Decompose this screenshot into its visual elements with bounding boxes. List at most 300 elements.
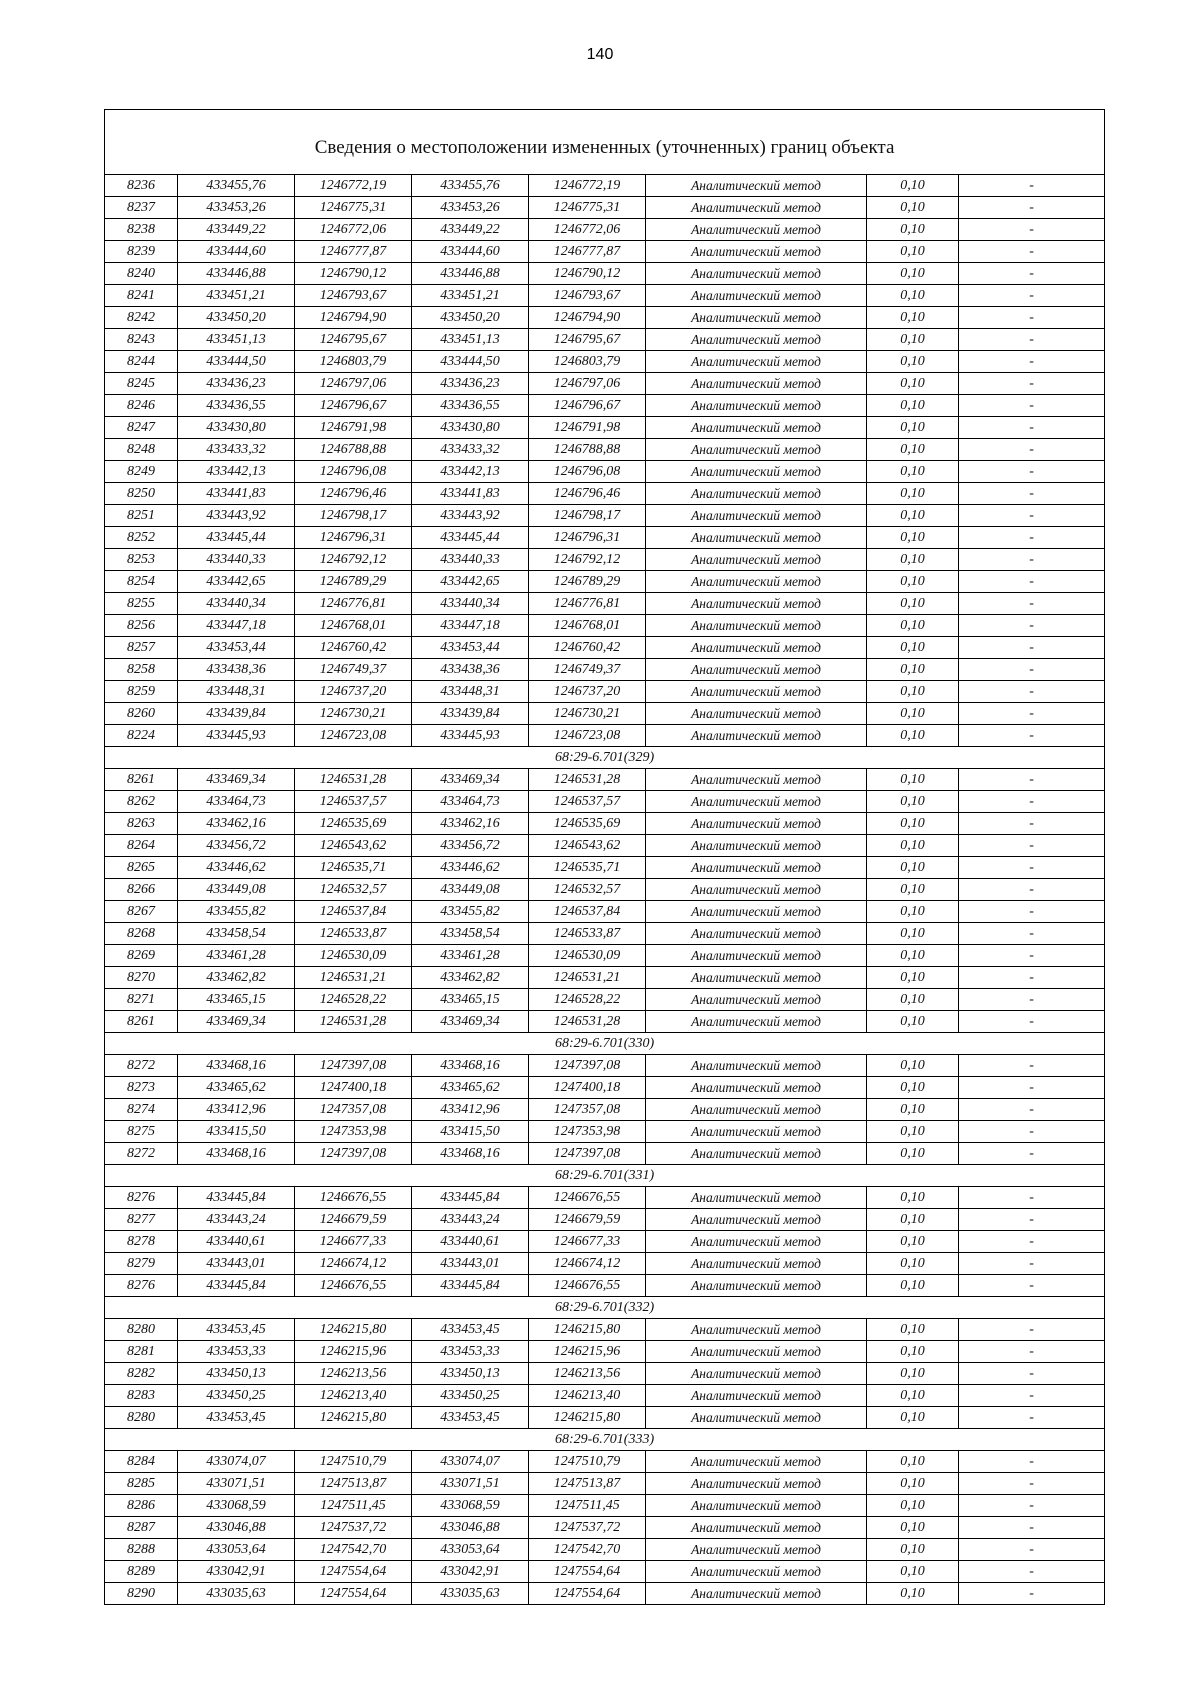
y-new-cell: 1246777,87 [529, 241, 646, 263]
x-new-cell: 433438,36 [412, 659, 529, 681]
precision-cell: 0,10 [867, 1231, 959, 1253]
precision-cell: 0,10 [867, 725, 959, 747]
table-row [105, 1341, 1105, 1363]
y-new-cell: 1246532,57 [529, 879, 646, 901]
precision-cell: 0,10 [867, 241, 959, 263]
table-row [105, 219, 1105, 241]
table-row [105, 923, 1105, 945]
x-existing-cell: 433446,62 [178, 857, 295, 879]
method-cell: Аналитический метод [646, 835, 867, 857]
table-row [105, 1121, 1105, 1143]
point-number-cell: 8251 [105, 505, 178, 527]
precision-cell: 0,10 [867, 945, 959, 967]
y-new-cell: 1246793,67 [529, 285, 646, 307]
x-new-cell: 433450,13 [412, 1363, 529, 1385]
method-cell: Аналитический метод [646, 527, 867, 549]
x-existing-cell: 433436,23 [178, 373, 295, 395]
x-new-cell: 433445,44 [412, 527, 529, 549]
point-number-cell: 8268 [105, 923, 178, 945]
x-new-cell: 433465,15 [412, 989, 529, 1011]
description-cell: - [959, 1539, 1105, 1561]
table-row [105, 593, 1105, 615]
precision-cell: 0,10 [867, 461, 959, 483]
x-new-cell: 433433,32 [412, 439, 529, 461]
x-new-cell: 433462,16 [412, 813, 529, 835]
x-new-cell: 433453,33 [412, 1341, 529, 1363]
point-number-cell: 8265 [105, 857, 178, 879]
method-cell: Аналитический метод [646, 1055, 867, 1077]
table-row [105, 571, 1105, 593]
group-header: 68:29-6.701(330) [105, 1033, 1105, 1055]
y-existing-cell: 1246797,06 [295, 373, 412, 395]
y-new-cell: 1246215,80 [529, 1319, 646, 1341]
y-new-cell: 1246213,40 [529, 1385, 646, 1407]
x-new-cell: 433458,54 [412, 923, 529, 945]
precision-cell: 0,10 [867, 527, 959, 549]
description-cell: - [959, 1187, 1105, 1209]
y-new-cell: 1246772,19 [529, 175, 646, 197]
point-number-cell: 8280 [105, 1319, 178, 1341]
method-cell: Аналитический метод [646, 439, 867, 461]
point-number-cell: 8266 [105, 879, 178, 901]
description-cell: - [959, 571, 1105, 593]
point-number-cell: 8249 [105, 461, 178, 483]
table-row [105, 791, 1105, 813]
y-new-cell: 1246803,79 [529, 351, 646, 373]
x-new-cell: 433450,20 [412, 307, 529, 329]
y-new-cell: 1246537,84 [529, 901, 646, 923]
description-cell: - [959, 285, 1105, 307]
y-new-cell: 1247554,64 [529, 1583, 646, 1605]
point-number-cell: 8272 [105, 1055, 178, 1077]
point-number-cell: 8276 [105, 1275, 178, 1297]
y-new-cell: 1246776,81 [529, 593, 646, 615]
y-new-cell: 1247542,70 [529, 1539, 646, 1561]
y-new-cell: 1247510,79 [529, 1451, 646, 1473]
y-new-cell: 1246531,28 [529, 1011, 646, 1033]
point-number-cell: 8286 [105, 1495, 178, 1517]
method-cell: Аналитический метод [646, 461, 867, 483]
table-row [105, 681, 1105, 703]
x-new-cell: 433469,34 [412, 769, 529, 791]
group-header-row [105, 1033, 1105, 1055]
precision-cell: 0,10 [867, 307, 959, 329]
point-number-cell: 8290 [105, 1583, 178, 1605]
description-cell: - [959, 1253, 1105, 1275]
y-new-cell: 1246537,57 [529, 791, 646, 813]
method-cell: Аналитический метод [646, 593, 867, 615]
method-cell: Аналитический метод [646, 901, 867, 923]
description-cell: - [959, 945, 1105, 967]
y-new-cell: 1246760,42 [529, 637, 646, 659]
y-new-cell: 1246792,12 [529, 549, 646, 571]
x-existing-cell: 433450,20 [178, 307, 295, 329]
point-number-cell: 8276 [105, 1187, 178, 1209]
y-new-cell: 1246531,28 [529, 769, 646, 791]
x-new-cell: 433455,82 [412, 901, 529, 923]
point-number-cell: 8242 [105, 307, 178, 329]
description-cell: - [959, 879, 1105, 901]
point-number-cell: 8241 [105, 285, 178, 307]
precision-cell: 0,10 [867, 571, 959, 593]
precision-cell: 0,10 [867, 549, 959, 571]
point-number-cell: 8247 [105, 417, 178, 439]
y-new-cell: 1247353,98 [529, 1121, 646, 1143]
y-existing-cell: 1246768,01 [295, 615, 412, 637]
y-existing-cell: 1246677,33 [295, 1231, 412, 1253]
table-row [105, 615, 1105, 637]
precision-cell: 0,10 [867, 417, 959, 439]
precision-cell: 0,10 [867, 791, 959, 813]
table-row [105, 395, 1105, 417]
y-new-cell: 1246788,88 [529, 439, 646, 461]
description-cell: - [959, 1407, 1105, 1429]
method-cell: Аналитический метод [646, 549, 867, 571]
point-number-cell: 8283 [105, 1385, 178, 1407]
table-row [105, 879, 1105, 901]
description-cell: - [959, 989, 1105, 1011]
description-cell: - [959, 1517, 1105, 1539]
y-existing-cell: 1246788,88 [295, 439, 412, 461]
group-header-row [105, 1429, 1105, 1451]
method-cell: Аналитический метод [646, 1583, 867, 1605]
x-existing-cell: 433436,55 [178, 395, 295, 417]
table-row [105, 1319, 1105, 1341]
y-existing-cell: 1247400,18 [295, 1077, 412, 1099]
method-cell: Аналитический метод [646, 329, 867, 351]
x-existing-cell: 433042,91 [178, 1561, 295, 1583]
y-existing-cell: 1247554,64 [295, 1561, 412, 1583]
method-cell: Аналитический метод [646, 681, 867, 703]
x-existing-cell: 433455,76 [178, 175, 295, 197]
precision-cell: 0,10 [867, 373, 959, 395]
point-number-cell: 8236 [105, 175, 178, 197]
x-existing-cell: 433068,59 [178, 1495, 295, 1517]
method-cell: Аналитический метод [646, 505, 867, 527]
description-cell: - [959, 307, 1105, 329]
x-existing-cell: 433071,51 [178, 1473, 295, 1495]
table-row [105, 659, 1105, 681]
y-existing-cell: 1246776,81 [295, 593, 412, 615]
point-number-cell: 8282 [105, 1363, 178, 1385]
x-new-cell: 433430,80 [412, 417, 529, 439]
description-cell: - [959, 1451, 1105, 1473]
description-cell: - [959, 417, 1105, 439]
y-existing-cell: 1246794,90 [295, 307, 412, 329]
table-row [105, 1407, 1105, 1429]
x-existing-cell: 433449,22 [178, 219, 295, 241]
x-new-cell: 433455,76 [412, 175, 529, 197]
x-new-cell: 433465,62 [412, 1077, 529, 1099]
x-existing-cell: 433443,01 [178, 1253, 295, 1275]
x-new-cell: 433446,88 [412, 263, 529, 285]
group-header: 68:29-6.701(331) [105, 1165, 1105, 1187]
page-number: 140 [586, 46, 614, 63]
y-existing-cell: 1246531,28 [295, 769, 412, 791]
description-cell: - [959, 461, 1105, 483]
table-row [105, 1561, 1105, 1583]
y-new-cell: 1246533,87 [529, 923, 646, 945]
table-body [105, 110, 1105, 1605]
y-new-cell: 1246791,98 [529, 417, 646, 439]
x-new-cell: 433445,84 [412, 1275, 529, 1297]
x-new-cell: 433046,88 [412, 1517, 529, 1539]
description-cell: - [959, 791, 1105, 813]
y-existing-cell: 1246775,31 [295, 197, 412, 219]
x-existing-cell: 433469,34 [178, 1011, 295, 1033]
method-cell: Аналитический метод [646, 1495, 867, 1517]
point-number-cell: 8243 [105, 329, 178, 351]
description-cell: - [959, 901, 1105, 923]
y-new-cell: 1246530,09 [529, 945, 646, 967]
description-cell: - [959, 1561, 1105, 1583]
x-existing-cell: 433455,82 [178, 901, 295, 923]
y-new-cell: 1246772,06 [529, 219, 646, 241]
x-new-cell: 433042,91 [412, 1561, 529, 1583]
point-number-cell: 8258 [105, 659, 178, 681]
method-cell: Аналитический метод [646, 219, 867, 241]
description-cell: - [959, 1319, 1105, 1341]
precision-cell: 0,10 [867, 1011, 959, 1033]
x-new-cell: 433445,93 [412, 725, 529, 747]
table-row [105, 307, 1105, 329]
y-new-cell: 1246676,55 [529, 1187, 646, 1209]
x-new-cell: 433451,21 [412, 285, 529, 307]
x-new-cell: 433449,08 [412, 879, 529, 901]
y-existing-cell: 1246760,42 [295, 637, 412, 659]
group-header: 68:29-6.701(332) [105, 1297, 1105, 1319]
x-existing-cell: 433451,21 [178, 285, 295, 307]
x-new-cell: 433461,28 [412, 945, 529, 967]
table-row [105, 1275, 1105, 1297]
table-row [105, 703, 1105, 725]
precision-cell: 0,10 [867, 263, 959, 285]
x-existing-cell: 433453,45 [178, 1407, 295, 1429]
table-row [105, 527, 1105, 549]
x-existing-cell: 433445,84 [178, 1187, 295, 1209]
y-new-cell: 1246775,31 [529, 197, 646, 219]
y-existing-cell: 1246674,12 [295, 1253, 412, 1275]
y-existing-cell: 1246796,31 [295, 527, 412, 549]
method-cell: Аналитический метод [646, 263, 867, 285]
precision-cell: 0,10 [867, 505, 959, 527]
table-row [105, 1363, 1105, 1385]
table-row [105, 417, 1105, 439]
precision-cell: 0,10 [867, 1099, 959, 1121]
method-cell: Аналитический метод [646, 351, 867, 373]
method-cell: Аналитический метод [646, 175, 867, 197]
y-new-cell: 1247357,08 [529, 1099, 646, 1121]
x-existing-cell: 433442,13 [178, 461, 295, 483]
method-cell: Аналитический метод [646, 879, 867, 901]
point-number-cell: 8248 [105, 439, 178, 461]
point-number-cell: 8250 [105, 483, 178, 505]
y-new-cell: 1246768,01 [529, 615, 646, 637]
precision-cell: 0,10 [867, 1451, 959, 1473]
x-existing-cell: 433468,16 [178, 1055, 295, 1077]
method-cell: Аналитический метод [646, 307, 867, 329]
x-new-cell: 433440,61 [412, 1231, 529, 1253]
method-cell: Аналитический метод [646, 1451, 867, 1473]
x-existing-cell: 433468,16 [178, 1143, 295, 1165]
description-cell: - [959, 681, 1105, 703]
precision-cell: 0,10 [867, 285, 959, 307]
y-existing-cell: 1246676,55 [295, 1187, 412, 1209]
x-new-cell: 433469,34 [412, 1011, 529, 1033]
x-existing-cell: 433430,80 [178, 417, 295, 439]
precision-cell: 0,10 [867, 1275, 959, 1297]
point-number-cell: 8260 [105, 703, 178, 725]
point-number-cell: 8263 [105, 813, 178, 835]
method-cell: Аналитический метод [646, 1077, 867, 1099]
method-cell: Аналитический метод [646, 659, 867, 681]
method-cell: Аналитический метод [646, 1231, 867, 1253]
precision-cell: 0,10 [867, 1363, 959, 1385]
x-existing-cell: 433450,25 [178, 1385, 295, 1407]
table-row [105, 769, 1105, 791]
y-existing-cell: 1246532,57 [295, 879, 412, 901]
description-cell: - [959, 1385, 1105, 1407]
table-row [105, 1011, 1105, 1033]
x-new-cell: 433440,34 [412, 593, 529, 615]
x-new-cell: 433439,84 [412, 703, 529, 725]
method-cell: Аналитический метод [646, 373, 867, 395]
y-existing-cell: 1246215,80 [295, 1407, 412, 1429]
point-number-cell: 8284 [105, 1451, 178, 1473]
description-cell: - [959, 1011, 1105, 1033]
point-number-cell: 8273 [105, 1077, 178, 1099]
y-existing-cell: 1246793,67 [295, 285, 412, 307]
y-new-cell: 1247513,87 [529, 1473, 646, 1495]
y-new-cell: 1246730,21 [529, 703, 646, 725]
group-header-row [105, 1297, 1105, 1319]
point-number-cell: 8246 [105, 395, 178, 417]
precision-cell: 0,10 [867, 1055, 959, 1077]
description-cell: - [959, 769, 1105, 791]
method-cell: Аналитический метод [646, 571, 867, 593]
method-cell: Аналитический метод [646, 1253, 867, 1275]
y-new-cell: 1246798,17 [529, 505, 646, 527]
x-existing-cell: 433464,73 [178, 791, 295, 813]
y-existing-cell: 1246796,67 [295, 395, 412, 417]
y-existing-cell: 1246676,55 [295, 1275, 412, 1297]
x-new-cell: 433068,59 [412, 1495, 529, 1517]
table-row [105, 1077, 1105, 1099]
y-new-cell: 1247400,18 [529, 1077, 646, 1099]
x-new-cell: 433440,33 [412, 549, 529, 571]
table-row [105, 989, 1105, 1011]
method-cell: Аналитический метод [646, 791, 867, 813]
x-new-cell: 433445,84 [412, 1187, 529, 1209]
y-existing-cell: 1246791,98 [295, 417, 412, 439]
table-row [105, 1143, 1105, 1165]
method-cell: Аналитический метод [646, 1187, 867, 1209]
precision-cell: 0,10 [867, 1209, 959, 1231]
point-number-cell: 8255 [105, 593, 178, 615]
table-row [105, 373, 1105, 395]
table-row [105, 351, 1105, 373]
precision-cell: 0,10 [867, 857, 959, 879]
point-number-cell: 8239 [105, 241, 178, 263]
y-existing-cell: 1246796,08 [295, 461, 412, 483]
y-new-cell: 1246797,06 [529, 373, 646, 395]
description-cell: - [959, 1473, 1105, 1495]
x-new-cell: 433446,62 [412, 857, 529, 879]
x-existing-cell: 433443,92 [178, 505, 295, 527]
method-cell: Аналитический метод [646, 1143, 867, 1165]
description-cell: - [959, 263, 1105, 285]
method-cell: Аналитический метод [646, 769, 867, 791]
method-cell: Аналитический метод [646, 989, 867, 1011]
precision-cell: 0,10 [867, 659, 959, 681]
precision-cell: 0,10 [867, 703, 959, 725]
table-row [105, 813, 1105, 835]
description-cell: - [959, 725, 1105, 747]
method-cell: Аналитический метод [646, 1473, 867, 1495]
y-new-cell: 1246790,12 [529, 263, 646, 285]
y-existing-cell: 1246528,22 [295, 989, 412, 1011]
y-existing-cell: 1246749,37 [295, 659, 412, 681]
y-existing-cell: 1246543,62 [295, 835, 412, 857]
point-number-cell: 8271 [105, 989, 178, 1011]
y-existing-cell: 1247357,08 [295, 1099, 412, 1121]
y-existing-cell: 1247511,45 [295, 1495, 412, 1517]
table-row [105, 1451, 1105, 1473]
table-row [105, 329, 1105, 351]
y-new-cell: 1246535,71 [529, 857, 646, 879]
precision-cell: 0,10 [867, 637, 959, 659]
boundary-points-table [104, 109, 1105, 1605]
table-row [105, 1099, 1105, 1121]
y-new-cell: 1246543,62 [529, 835, 646, 857]
description-cell: - [959, 1495, 1105, 1517]
point-number-cell: 8261 [105, 769, 178, 791]
precision-cell: 0,10 [867, 219, 959, 241]
description-cell: - [959, 373, 1105, 395]
x-existing-cell: 433433,32 [178, 439, 295, 461]
y-new-cell: 1246215,80 [529, 1407, 646, 1429]
table-row [105, 1517, 1105, 1539]
x-new-cell: 433071,51 [412, 1473, 529, 1495]
precision-cell: 0,10 [867, 1341, 959, 1363]
y-existing-cell: 1247510,79 [295, 1451, 412, 1473]
x-new-cell: 433453,26 [412, 197, 529, 219]
point-number-cell: 8262 [105, 791, 178, 813]
y-new-cell: 1247537,72 [529, 1517, 646, 1539]
description-cell: - [959, 505, 1105, 527]
method-cell: Аналитический метод [646, 967, 867, 989]
y-existing-cell: 1246533,87 [295, 923, 412, 945]
method-cell: Аналитический метод [646, 1209, 867, 1231]
x-new-cell: 433443,01 [412, 1253, 529, 1275]
x-new-cell: 433453,45 [412, 1319, 529, 1341]
x-new-cell: 433442,65 [412, 571, 529, 593]
x-existing-cell: 433445,44 [178, 527, 295, 549]
method-cell: Аналитический метод [646, 1407, 867, 1429]
x-new-cell: 433074,07 [412, 1451, 529, 1473]
x-new-cell: 433464,73 [412, 791, 529, 813]
y-existing-cell: 1246679,59 [295, 1209, 412, 1231]
x-new-cell: 433451,13 [412, 329, 529, 351]
table-row [105, 1055, 1105, 1077]
y-existing-cell: 1246777,87 [295, 241, 412, 263]
x-existing-cell: 433442,65 [178, 571, 295, 593]
y-new-cell: 1246796,31 [529, 527, 646, 549]
y-new-cell: 1246676,55 [529, 1275, 646, 1297]
point-number-cell: 8238 [105, 219, 178, 241]
precision-cell: 0,10 [867, 1517, 959, 1539]
precision-cell: 0,10 [867, 1143, 959, 1165]
